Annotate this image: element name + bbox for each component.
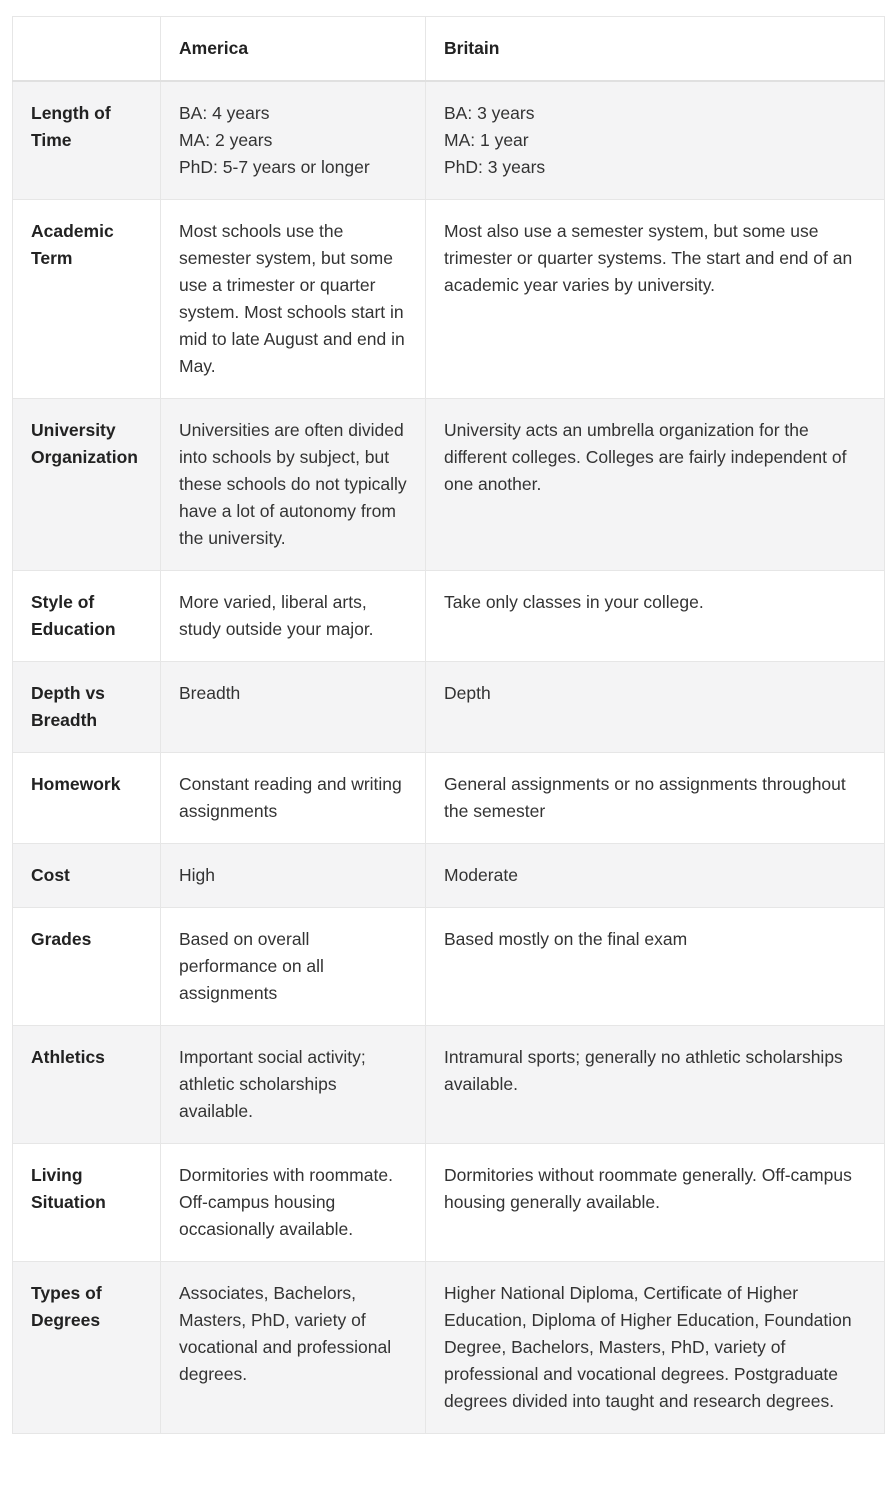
cell-text: High <box>179 865 215 885</box>
cell-text: General assignments or no assignments throughout the semester <box>444 774 846 821</box>
cell-text: MA: 1 year <box>444 130 529 150</box>
cell-britain <box>426 399 885 571</box>
row-label: Academic Term <box>13 200 161 399</box>
table-row <box>13 908 885 1026</box>
cell-text: Take only classes in your college. <box>444 592 704 612</box>
cell-britain <box>426 1262 885 1434</box>
cell-america <box>161 844 426 908</box>
cell-britain <box>426 571 885 662</box>
cell-text: Constant reading and writing assignments <box>179 774 402 821</box>
table-row <box>13 200 885 399</box>
cell-britain <box>426 200 885 399</box>
cell-america <box>161 1026 426 1144</box>
header-cell-britain: Britain <box>426 17 885 82</box>
cell-text: BA: 3 years <box>444 103 535 123</box>
row-label: Homework <box>13 753 161 844</box>
header-row <box>13 17 885 82</box>
table-row <box>13 399 885 571</box>
cell-britain <box>426 908 885 1026</box>
table-header <box>13 17 885 82</box>
table-row <box>13 571 885 662</box>
cell-britain <box>426 81 885 200</box>
table-row <box>13 1262 885 1434</box>
cell-america <box>161 399 426 571</box>
cell-text: Universities are often divided into schools by subject, but these schools do not typically have a lot of autonomy from the university. <box>179 420 407 548</box>
cell-text: Moderate <box>444 865 518 885</box>
header-cell-america: America <box>161 17 426 82</box>
cell-text: BA: 4 years <box>179 103 270 123</box>
cell-america <box>161 908 426 1026</box>
table-body <box>13 81 885 1434</box>
cell-text: Breadth <box>179 683 241 703</box>
row-label: Living Situation <box>13 1144 161 1262</box>
row-label: Cost <box>13 844 161 908</box>
cell-america <box>161 1144 426 1262</box>
cell-text: MA: 2 years <box>179 130 273 150</box>
cell-america <box>161 571 426 662</box>
comparison-table <box>12 16 885 1434</box>
cell-text: Higher National Diploma, Certificate of Higher Education, Diploma of Higher Education, Foundation Degree, Bachelors, Masters, PhD, variety of professional and vocational degrees. Postgraduate degrees divided into taught and research degrees. <box>444 1283 852 1411</box>
cell-text: Most also use a semester system, but some use trimester or quarter systems. The start and end of an academic year varies by university. <box>444 221 853 295</box>
cell-text: Based mostly on the final exam <box>444 929 688 949</box>
cell-britain <box>426 753 885 844</box>
cell-america <box>161 1262 426 1434</box>
row-label: Athletics <box>13 1026 161 1144</box>
cell-text: University acts an umbrella organization for the different colleges. Colleges are fairly independent of one another. <box>444 420 847 494</box>
cell-text: Based on overall performance on all assignments <box>179 929 324 1003</box>
row-label: Length of Time <box>13 81 161 200</box>
table-row <box>13 1026 885 1144</box>
table-row <box>13 844 885 908</box>
row-label: Types of Degrees <box>13 1262 161 1434</box>
cell-america <box>161 200 426 399</box>
cell-america <box>161 753 426 844</box>
cell-britain <box>426 662 885 753</box>
cell-text: Dormitories without roommate generally. Off-campus housing generally available. <box>444 1165 852 1212</box>
cell-text: More varied, liberal arts, study outside your major. <box>179 592 374 639</box>
cell-text: PhD: 3 years <box>444 157 546 177</box>
cell-text: Associates, Bachelors, Masters, PhD, variety of vocational and professional degrees. <box>179 1283 392 1384</box>
cell-america <box>161 662 426 753</box>
table-row <box>13 753 885 844</box>
table-row <box>13 662 885 753</box>
row-label: Style of Education <box>13 571 161 662</box>
header-cell-empty <box>13 17 161 82</box>
table-row <box>13 1144 885 1262</box>
cell-text: Depth <box>444 683 491 703</box>
table-row <box>13 81 885 200</box>
comparison-table-container <box>12 16 884 1434</box>
cell-america <box>161 81 426 200</box>
row-label: Grades <box>13 908 161 1026</box>
cell-britain <box>426 844 885 908</box>
cell-text: Important social activity; athletic scholarships available. <box>179 1047 366 1121</box>
row-label: University Organization <box>13 399 161 571</box>
cell-britain <box>426 1026 885 1144</box>
cell-britain <box>426 1144 885 1262</box>
cell-text: Most schools use the semester system, but some use a trimester or quarter system. Most schools start in mid to late August and end in May. <box>179 221 405 376</box>
cell-text: PhD: 5-7 years or longer <box>179 157 370 177</box>
cell-text: Dormitories with roommate. Off-campus housing occasionally available. <box>179 1165 393 1239</box>
cell-text: Intramural sports; generally no athletic scholarships available. <box>444 1047 843 1094</box>
row-label: Depth vs Breadth <box>13 662 161 753</box>
